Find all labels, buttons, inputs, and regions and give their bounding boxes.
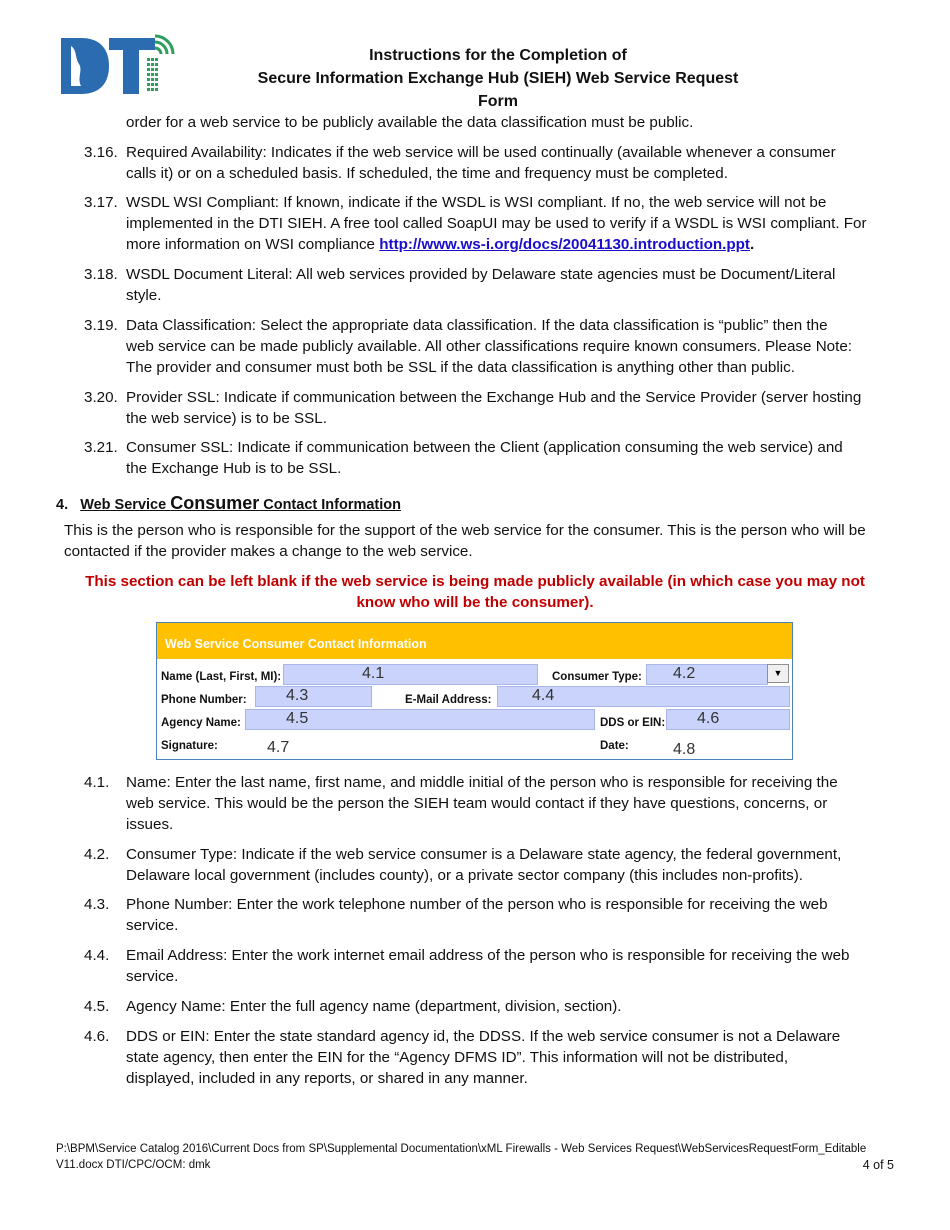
item-text-line: Data Classification: Select the appropriate data classification. If the data classification is “public” then the — [126, 317, 828, 334]
section-title: Web Service Consumer Contact Information — [80, 493, 401, 513]
item-text-line: Email Address: Enter the work internet email address of the person who is responsible for receiving the web — [126, 947, 850, 964]
phone-label: Phone Number: — [161, 694, 247, 706]
email-field[interactable] — [497, 686, 790, 707]
email-label: E-Mail Address: — [405, 694, 492, 706]
item-text-line: Consumer Type: Indicate if the web service consumer is a Delaware state agency, the federal government, — [126, 846, 842, 863]
signature-value[interactable]: 4.7 — [267, 739, 290, 756]
item-text-line: the web service) is to be SSL. — [126, 410, 327, 427]
email-value: 4.4 — [532, 687, 555, 704]
item-text-line: issues. — [126, 816, 174, 833]
item-text-line: the Exchange Hub is to be SSL. — [126, 460, 342, 477]
item-text-line: Consumer SSL: Indicate if communication between the Client (application consuming the web service) and — [126, 439, 843, 456]
consumer-type-select[interactable] — [646, 664, 768, 685]
date-value[interactable]: 4.8 — [673, 741, 696, 758]
item-text-line: state agency, then enter the EIN for the “Agency DFMS ID”. This information will not be distributed, — [126, 1049, 789, 1066]
agency-field[interactable] — [245, 709, 595, 730]
item-text-line-with-link — [126, 234, 754, 255]
name-value: 4.1 — [362, 665, 385, 682]
item-text-line: Name: Enter the last name, first name, and middle initial of the person who is responsible for receiving the — [126, 774, 838, 791]
form-title: Web Service Consumer Contact Information — [165, 637, 427, 651]
agency-value: 4.5 — [286, 710, 309, 727]
signature-label: Signature: — [161, 740, 218, 752]
page-number: 4 of 5 — [862, 1158, 894, 1172]
item-text-line: Delaware local government (includes county), or a private sector company (this includes non-profits). — [126, 867, 803, 884]
item-text-line: service. — [126, 968, 179, 985]
item-text-line: web service. This would be the person the SIEH team would contact if they have questions, concerns, or — [126, 795, 828, 812]
item-number: 3.21. — [84, 439, 118, 456]
section4-intro-line: This is the person who is responsible for the support of the web service for the consumer. This is the person who will be — [64, 522, 866, 539]
public-note-line: know who will be the consumer). — [356, 594, 594, 611]
item-text-line: WSDL WSI Compliant: If known, indicate if the WSDL is WSI compliant. If no, the web service will not be — [126, 194, 827, 211]
dropdown-arrow-icon[interactable]: ▼ — [767, 664, 789, 683]
item-text-line: implemented in the DTI SIEH. A free tool called SoapUI may be used to verify if a WSDL is WSI compliant. For — [126, 215, 867, 232]
dds-label: DDS or EIN: — [600, 717, 666, 729]
dti-logo-graphic — [59, 34, 181, 96]
item-number: 3.18. — [84, 266, 118, 283]
phone-value: 4.3 — [286, 687, 309, 704]
item-number: 4.1. — [84, 774, 110, 791]
consumer-type-value: 4.2 — [673, 665, 696, 682]
item-text-line: DDS or EIN: Enter the state standard agency id, the DDSS. If the web service consumer is not a Delaware — [126, 1028, 841, 1045]
public-note-line: This section can be left blank if the web service is being made publicly available (in which case you may not — [85, 573, 865, 590]
item-text-line: Provider SSL: Indicate if communication between the Exchange Hub and the Service Provider (server hosting — [126, 389, 862, 406]
section3-continuation: order for a web service to be publicly available the data classification must be public. — [126, 114, 694, 131]
item-text-line: Required Availability: Indicates if the web service will be used continually (available whenever a consumer — [126, 144, 836, 161]
name-label: Name (Last, First, MI): — [161, 671, 282, 683]
wsi-compliance-link[interactable]: http://www.ws-i.org/docs/20041130.introduction.ppt — [379, 236, 750, 253]
item-text-line: displayed, included in any reports, or shared in any manner. — [126, 1070, 528, 1087]
item-text-line: service. — [126, 917, 179, 934]
dds-value: 4.6 — [697, 710, 720, 727]
item-number: 4.5. — [84, 998, 110, 1015]
header-title-line-2: Secure Information Exchange Hub (SIEH) Web Service Request Form — [257, 70, 739, 110]
section4-heading — [56, 493, 401, 515]
consumer-contact-form — [156, 622, 793, 760]
phone-field[interactable] — [255, 686, 372, 707]
form-title-bar — [157, 623, 792, 659]
section-number: 4. — [56, 497, 69, 513]
item-number: 3.17. — [84, 194, 118, 211]
item-number: 4.3. — [84, 896, 110, 913]
item-number: 4.4. — [84, 947, 110, 964]
footer-path-line-2: V11.docx DTI/CPC/OCM: dmk — [56, 1159, 211, 1171]
item-text-line: style. — [126, 287, 162, 304]
item-text-line: calls it) or on a scheduled basis. If scheduled, the time and frequency must be completed. — [126, 165, 728, 182]
date-label: Date: — [600, 740, 629, 752]
agency-label: Agency Name: — [161, 717, 241, 729]
name-field[interactable] — [283, 664, 538, 685]
item-number: 3.19. — [84, 317, 118, 334]
item-number: 4.2. — [84, 846, 110, 863]
dds-field[interactable] — [666, 709, 790, 730]
consumer-type-label: Consumer Type: — [552, 671, 642, 683]
item-text-line: Agency Name: Enter the full agency name (department, division, section). — [126, 998, 622, 1015]
link-prefix: more information on WSI compliance — [126, 236, 380, 253]
dti-logo — [59, 34, 181, 96]
header-title-line-1: Instructions for the Completion of — [369, 47, 627, 64]
section4-intro-line: contacted if the provider makes a change to the web service. — [64, 543, 473, 560]
item-text-line: web service can be made publicly available. All other classifications require known consumers. Please Note: — [126, 338, 852, 355]
item-number: 3.16. — [84, 144, 118, 161]
item-text-line: WSDL Document Literal: All web services provided by Delaware state agencies must be Document/Literal — [126, 266, 836, 283]
footer-path-line-1: P:\BPM\Service Catalog 2016\Current Docs from SP\Supplemental Documentation\xML Firewalls - Web Services Request\WebServicesRequestForm_Editable — [56, 1143, 867, 1155]
item-number: 3.20. — [84, 389, 118, 406]
item-number: 4.6. — [84, 1028, 110, 1045]
item-text-line: Phone Number: Enter the work telephone number of the person who is responsible for receiving the web — [126, 896, 828, 913]
link-suffix: . — [749, 236, 755, 253]
item-text-line: The provider and consumer must both be SSL if the data classification is anything other than public. — [126, 359, 795, 376]
